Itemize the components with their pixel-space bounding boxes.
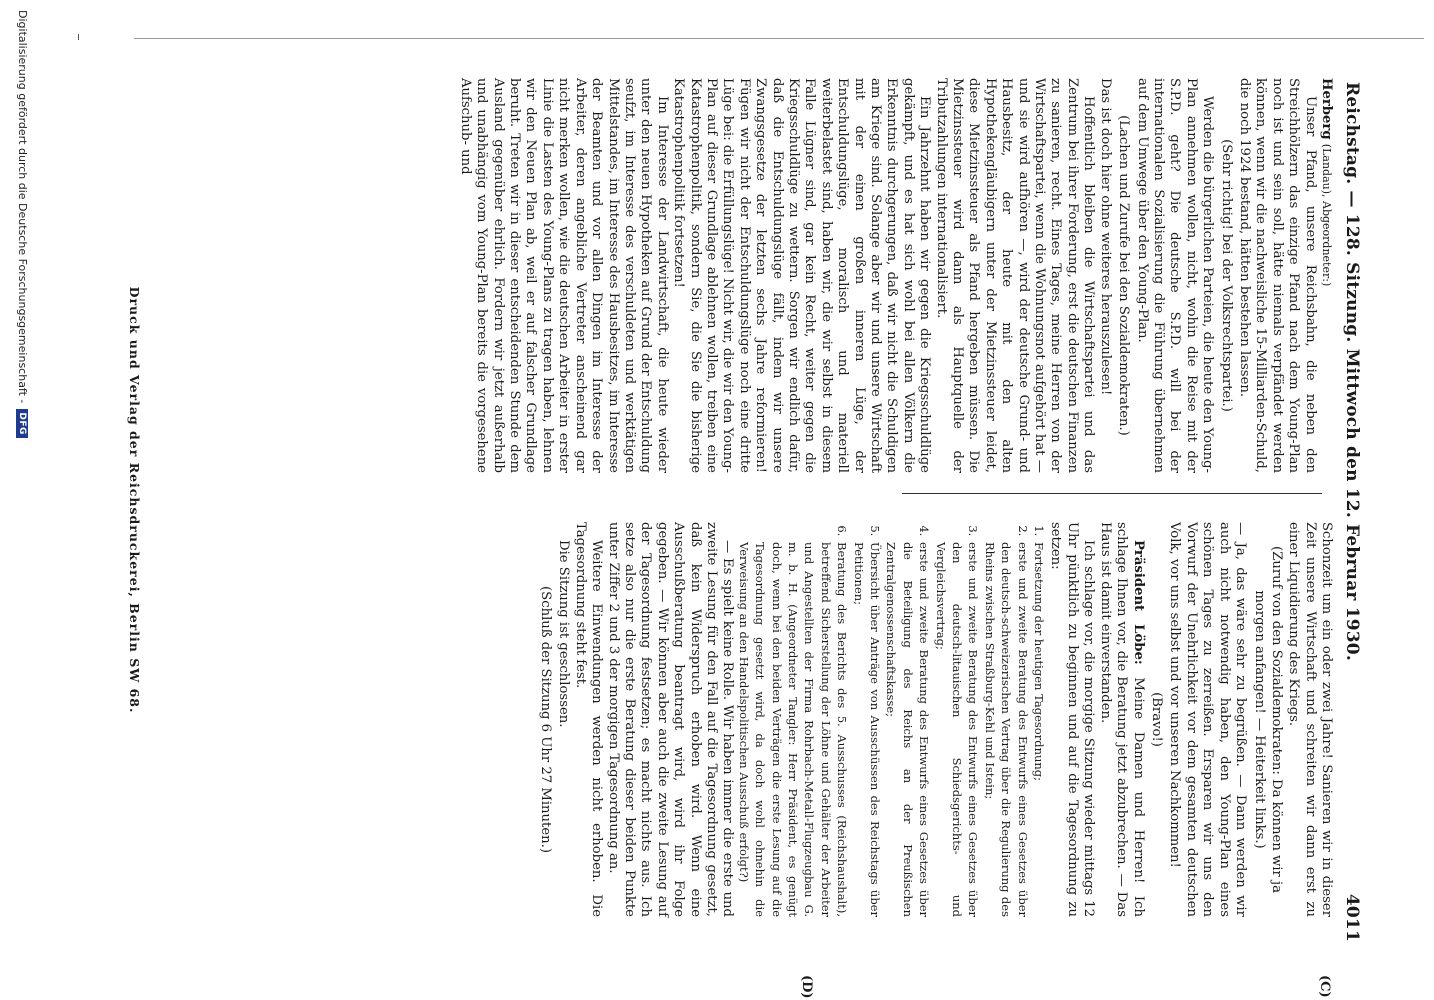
paragraph: Die Sitzung ist geschlossen. bbox=[556, 540, 572, 728]
page-header bbox=[1338, 82, 1362, 942]
agenda-item: 1. Fortsetzung der heutigen Tagesordnung; bbox=[1031, 540, 1047, 917]
interjection: (Bravo!) bbox=[1148, 692, 1164, 747]
corner-mark bbox=[78, 34, 79, 40]
paragraph: Das ist doch hier ohne weiteres herauszulesen! bbox=[1097, 78, 1113, 396]
page-edge-line bbox=[134, 38, 1424, 39]
agenda-item: 5. Übersicht über Anträge von Ausschüssen des Reichstags über Petitionen; bbox=[850, 540, 883, 917]
speaker-line bbox=[1318, 78, 1334, 473]
president-name: Präsident Löbe: bbox=[1130, 540, 1146, 665]
dfg-logo: DFG bbox=[17, 409, 29, 438]
agenda-item: 3. erste und zweite Beratung des Entwurfs eines Gesetzes über den deutsch-litauischen Schiedsgerichts- und Vergleichsvertrag; bbox=[932, 540, 981, 917]
interjection: (Zuruf von den Sozialdemokraten: Da können wir ja morgen anfangen! — Heiterkeit links.) bbox=[1252, 546, 1284, 893]
digitization-credit bbox=[16, 10, 29, 995]
paragraph: Werden die bürgerlichen Parteien, die heute den Young-Plan annehmen wollen, nicht, wohin die Reise mit der S.P.D. geht? Die deutsche S.P.D. will bei der internationalen Sozialisierung die Führung übernehmen auf dem Umwege über den Young-Plan. bbox=[1134, 78, 1216, 473]
paragraph: Weitere Einwendungen werden nicht erhoben. Die Tagesordnung steht fest. bbox=[572, 522, 605, 917]
interjection: (Lachen und Zurufe bei den Sozialdemokraten.) bbox=[1116, 115, 1132, 436]
header-title: Reichstag. — 128. Sitzung. Mittwoch den 12. Februar 1930. bbox=[1342, 82, 1362, 661]
paragraph: Hoffentlich bleiben die Wirtschaftspartei und das Zentrum bei ihrer Forderung, erst die deutschen Finanzen zu sanieren, recht. Eines Tages, meine Herren von der Wirtschaftspartei, wenn die Wohnungsnot aufgehört hat — und sie wird aufhören —, wird der deutsche Grund- und Hausbesitz, der heute mit den alten Hypothekengläubigern unter der Mietzinssteuer leidet, diese Mietzinssteuer als Pfand hergeben müssen. Die Mietzinssteuer wird dann als Hauptquelle der Tributzahlungen internationalisiert. bbox=[933, 78, 1097, 473]
paragraph: Ein Jahrzehnt haben wir gegen die Kriegsschuldlüge gekämpft, und es hat sich wohl bei allen Völkern die Erkenntnis durchgerungen, daß wir nicht die Schuldigen am Kriege sind. Solange aber wir und unsere Wirtschaft mit der einen großen inneren Lüge, der Entschuldungslüge, moralisch und materiell weiterbelastet sind, haben wir, die wir selbst in diesem Falle Lügner sind, gar kein Recht, weiter gegen die Kriegsschuldlüge zu wettern. Sorgen wir endlich dafür, daß die Entschuldungslüge fällt, indem wir unsere Zwangsgesetze der letzten sechs Jahre reformieren! Fügen wir nicht der Entschuldungslüge noch eine dritte Lüge bei: die Erfüllungslüge! Nicht wir, die wir den Young-Plan auf dieser Grundlage ablehnen wollen, treiben eine Katastrophenpolitik, sondern Sie, die Sie die bisherige Katastrophenpolitik fortsetzen! bbox=[671, 78, 933, 473]
closing-note: (Schluß der Sitzung 6 Uhr 27 Minuten.) bbox=[537, 586, 553, 853]
margin-marker-d: (D) bbox=[799, 975, 814, 999]
paragraph: Schonzeit um ein oder zwei Jahre! Sanieren wir in dieser Zeit unsere Wirtschaft und schreiten wir dann erst zu einer Liquidierung des Kriegs. bbox=[1286, 522, 1334, 917]
page-number: 4011 bbox=[1342, 893, 1362, 942]
agenda-item: 4. erste und zweite Beratung des Entwurfs eines Gesetzes über die Beteiligung des Reichs an der Preußischen Zentralgenossenschaftskasse; bbox=[883, 540, 932, 917]
credit-text: Digitalisierung gefördert durch die Deutsche Forschungsgemeinschaft - bbox=[16, 10, 29, 404]
imprint-footer: Druck und Verlag der Reichsdruckerei, Berlin SW 68. bbox=[127, 286, 142, 714]
margin-marker-c: (C) bbox=[1317, 975, 1332, 998]
paragraph: — Ja, das wäre sehr zu begrüßen. — Dann werden wir auch nicht notwendig haben, den Young-Plan eines schönen Tages zu zerreißen. Ersparen wir uns den Vorwurf der Unehrlichkeit vor dem gesamten deutschen Volk, vor uns selbst und vor unseren Nachkommen! bbox=[1167, 522, 1248, 917]
president-paragraph bbox=[1096, 522, 1145, 917]
left-column bbox=[456, 78, 1334, 473]
column-divider bbox=[902, 493, 1322, 494]
interjection: (Sehr richtig! bei der Volksrechtspartei.) bbox=[1218, 139, 1234, 412]
paragraph: — Es spielt keine Rolle. Wir haben immer die erste und zweite Lesung für den Fall auf die Tagesordnung gesetzt, daß kein Widerspruch erhoben wird. Wenn eine Ausschußberatung beantragt wird, wird ihr Folge gegeben. — Wir können aber auch die zweite Lesung auf der Tagesordnung festsetzen; es macht nichts aus. Ich setze also nur die erste Beratung dieser beiden Punkte unter Ziffer 2 und 3 der morgigen Tagesordnung an. bbox=[605, 522, 736, 917]
right-column bbox=[535, 522, 1335, 917]
speaker-name: Herberg bbox=[1319, 78, 1334, 140]
paragraph: Ich schlage vor, die morgige Sitzung wieder mittags 12 Uhr pünktlich zu beginnen und auf die Tagesordnung zu setzen: bbox=[1048, 522, 1097, 917]
president-text: Meine Damen und Herren! Ich schlage Ihnen vor, die Beratung jetzt abzubrechen. — Das Haus ist damit einverstanden. bbox=[1097, 522, 1146, 917]
paragraph: Unser Pfand, unsere Reichsbahn, die neben den Streichhölzern das einzige Pfand nach dem Young-Plan noch ist und sein soll, hätte niemals verpfändet werden können, wenn wir die nachweisliche 15-Milliarden-Schuld, die noch 1924 bestand, hätten bestehen lassen. bbox=[1236, 78, 1318, 473]
agenda-item: 6. Beratung des Berichts des 5. Ausschusses (Reichshaushalt), betreffend Sicherstellung der Löhne und Gehälter der Arbeiter und Angestellten der Firma Rohrbach-Metall-Flugzeugbau G. m. b. H. (Angeordneter Tangler: Herr Präsident, es genügt doch, wenn bei den beiden Verträgen die erste Lesung auf die Tagesordnung gesetzt wird, da doch wohl ohnehin die Verweisung an den Handelspolitischen Ausschuß erfolgt?) bbox=[735, 540, 850, 917]
paragraph: Im Interesse der Landwirtschaft, die heute wieder unter den neuen Hypotheken auf Grund der Entschuldung seufzt, im Interesse des verschuldeten und werktätigen Mittelstandes, im Interesse des Hausbesitzes, im Interesse der Beamten und vor allen Dingen im Interesse der Arbeiter, deren angebliche Vertreter anscheinend gar nicht merken wollen, wie die deutschen Arbeiter in erster Linie die Lasten des Young-Plans zu tragen haben, lehnen wir den Neuen Plan ab, weil er auf falscher Grundlage beruht. Treten wir in dieser entscheidenden Stunde dem Ausland gegenüber ehrlich. Fordern wir jetzt außerhalb und unabhängig vom Young-Plan bereits die vorgesehene Aufschub- und bbox=[457, 78, 670, 473]
speaker-role: (Landau), Abgeordneter:) bbox=[1320, 143, 1333, 287]
agenda-list bbox=[735, 522, 1047, 917]
agenda-item: 2. erste und zweite Beratung des Entwurfs eines Gesetzes über den deutsch-schweizerischen Vertrag über die Regulierung des Rheins zwischen Straßburg-Kehl und Istein; bbox=[981, 540, 1030, 917]
